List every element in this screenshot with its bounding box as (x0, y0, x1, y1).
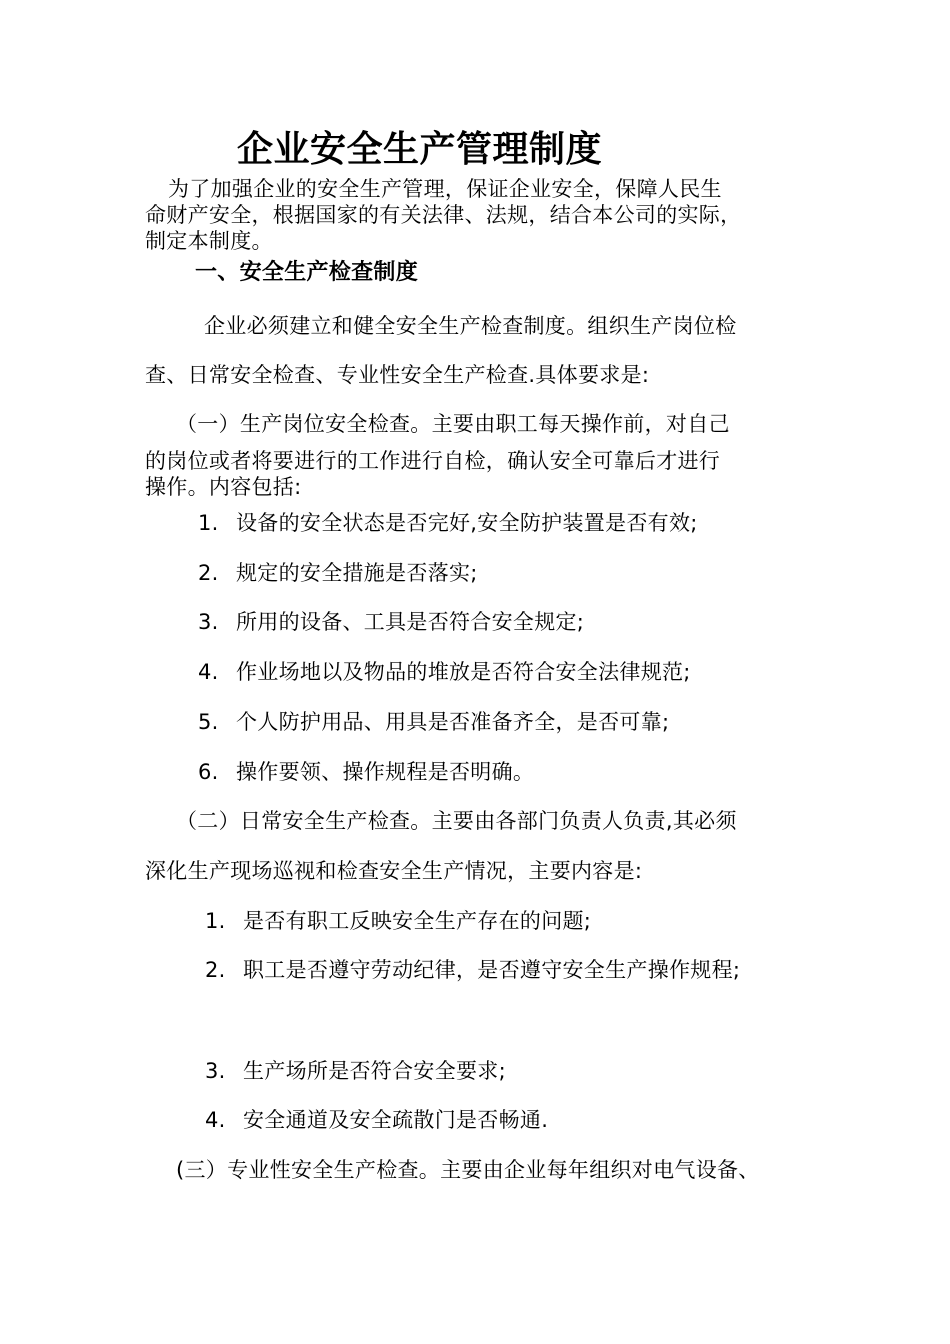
sub2-line-1: （二）日常安全生产检查。主要由各部门负责人负责,其必须 (176, 809, 737, 833)
list-item-text: 安全通道及安全疏散门是否畅通. (243, 1108, 549, 1132)
list-item-text: 操作要领、操作规程是否明确。 (236, 760, 535, 784)
list-item-number: 1. (198, 511, 219, 535)
list-item (205, 1058, 506, 1084)
section-heading: 一、安全生产检查制度 (195, 260, 419, 285)
list-item-number: 3. (205, 1059, 226, 1083)
list-item-number: 1. (205, 909, 226, 933)
section1-line-1: 企业必须建立和健全安全生产检查制度。组织生产岗位检 (204, 314, 737, 338)
list-item-text: 职工是否遵守劳动纪律，是否遵守安全生产操作规程; (243, 958, 741, 982)
list-item-number: 4. (198, 660, 219, 684)
list-item (205, 908, 591, 934)
list-item (198, 609, 584, 635)
list-item-text: 作业场地以及物品的堆放是否符合安全法律规范; (236, 660, 691, 684)
list-item (198, 659, 691, 685)
list-item-text: 所用的设备、工具是否符合安全规定; (236, 610, 585, 634)
list-item (198, 709, 669, 735)
list-item-number: 2. (205, 958, 226, 982)
sub1-line-1: （一）生产岗位安全检查。主要由职工每天操作前，对自己 (176, 412, 730, 436)
list-item-number: 5. (198, 710, 219, 734)
list-item-number: 4. (205, 1108, 226, 1132)
sub2-line-2: 深化生产现场巡视和检查安全生产情况，主要内容是: (145, 859, 643, 883)
list-item-text: 规定的安全措施是否落实; (236, 561, 478, 585)
list-item-text: 个人防护用品、用具是否准备齐全，是否可靠; (236, 710, 670, 734)
list-item (198, 510, 698, 536)
list-item-text: 设备的安全状态是否完好,安全防护装置是否有效; (236, 511, 698, 535)
list-item (205, 1107, 548, 1133)
section1-line-2: 查、日常安全检查、专业性安全生产检查.具体要求是: (145, 363, 650, 387)
list-item-text: 是否有职工反映安全生产存在的问题; (243, 909, 592, 933)
sub1-line-2: 的岗位或者将要进行的工作进行自检，确认安全可靠后才进行 (145, 449, 721, 473)
list-item (198, 560, 478, 586)
list-item (198, 759, 534, 785)
list-item-number: 3. (198, 610, 219, 634)
list-item (205, 957, 740, 983)
intro-line-1: 为了加强企业的安全生产管理，保证企业安全，保障人民生 (168, 177, 722, 201)
list-item-number: 2. (198, 561, 219, 585)
intro-line-3: 制定本制度。 (145, 229, 273, 253)
list-item-text: 生产场所是否符合安全要求; (243, 1059, 506, 1083)
sub3-line-1: (三）专业性安全生产检查。主要由企业每年组织对电气设备、 (176, 1158, 760, 1182)
list-item-number: 6. (198, 760, 219, 784)
document-title: 企业安全生产管理制度 (237, 129, 603, 170)
sub1-line-3: 操作。内容包括: (145, 475, 302, 499)
intro-line-2: 命财产安全，根据国家的有关法律、法规，结合本公司的实际， (145, 203, 742, 227)
